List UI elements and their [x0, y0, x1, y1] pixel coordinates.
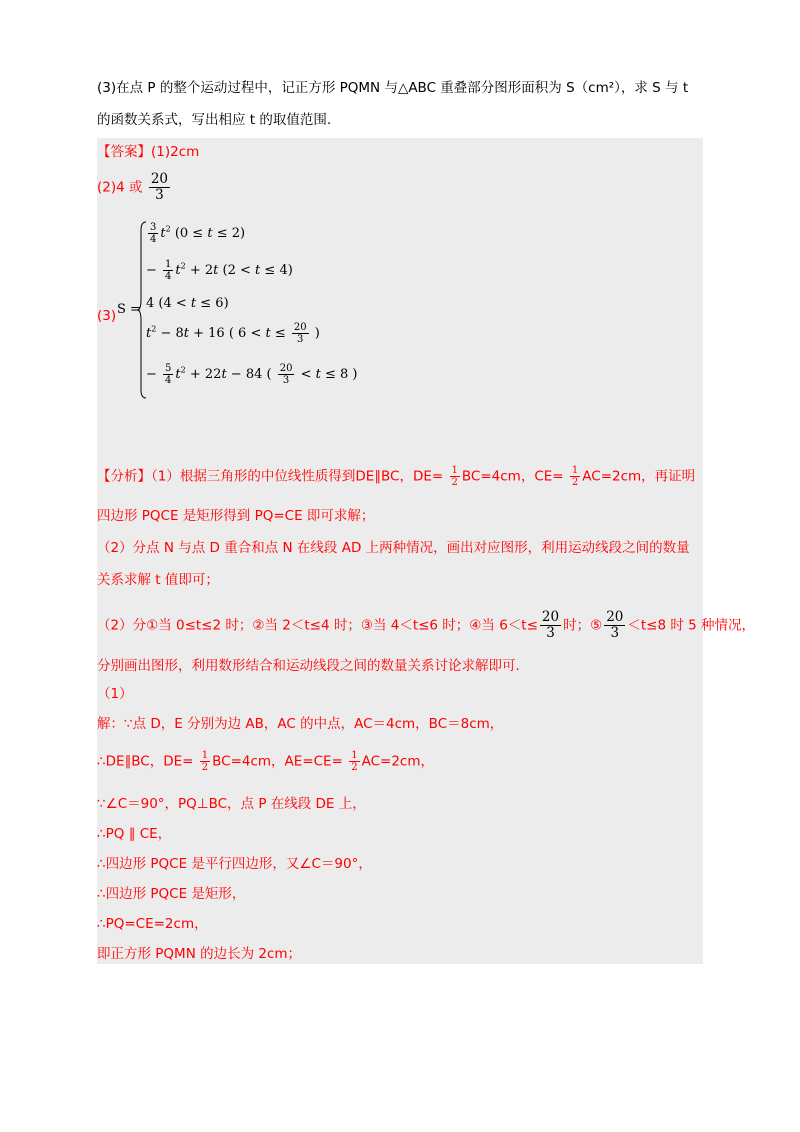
answer-line-2 [97, 172, 172, 203]
question-3-line2: 的函数关系式，写出相应 t 的取值范围. [97, 112, 332, 128]
solution-part1-label: （1） [97, 686, 133, 702]
piece-3: 4 (4 < t ≤ 6) [146, 296, 229, 311]
answer-line-1 [97, 142, 199, 162]
solution-line-2: ∴DE∥BC，DE= $\frac{1}{2}$ BC=4cm，AE=CE= $\frac{1}{2}$ AC=2cm， [97, 750, 434, 773]
solution-line-6: ∴四边形 PQCE 是矩形， [97, 886, 246, 902]
answer-part2-prefix: (2)4 或 [97, 179, 143, 196]
piece-4: $t^2 - 8t + 16$ ( 6 < t ≤ $\frac{20}{3}$ ) [146, 322, 320, 345]
half-fraction: $\frac{1}{2}$ [351, 750, 358, 773]
analysis-line-3: （2）分点 N 与点 D 重合和点 N 在线段 AD 上两种情况，画出对应图形，利用运动线段之间的数量 [97, 540, 690, 556]
s-equals: S = [117, 302, 141, 317]
analysis-line-2: 四边形 PQCE 是矩形得到 PQ=CE 即可求解； [97, 508, 375, 524]
solution-line-1: 解：∵点 D，E 分别为边 AB，AC 的中点，AC＝4cm，BC＝8cm， [97, 716, 504, 732]
answer-label: 【答案】 [97, 144, 151, 160]
analysis-line-4: 关系求解 t 值即可； [97, 572, 219, 588]
solution-line-7: ∴PQ=CE=2cm， [97, 916, 208, 932]
twenty-thirds-fraction: $\frac{20}{3}$ [541, 609, 560, 641]
half-fraction: $\frac{1}{2}$ [451, 465, 458, 488]
half-fraction: $\frac{1}{2}$ [201, 750, 209, 773]
analysis-line-1: 【分析】（1）根据三角形的中位线性质得到DE∥BC，DE= $\frac{1}{2}$ BC=4cm，CE= $\frac{1}{2}$ AC=2cm，再证明 [97, 465, 696, 488]
answer-part1: (1)2cm [151, 144, 200, 160]
solution-line-8: 即正方形 PQMN 的边长为 2cm； [97, 946, 302, 962]
solution-line-5: ∴四边形 PQCE 是平行四边形，又∠C＝90°， [97, 856, 372, 872]
piece-1: $\frac{3}{4}$ $t^2$ (0 ≤ t ≤ 2) [150, 222, 246, 245]
question-3-line1: (3)在点 P 的整个运动过程中，记正方形 PQMN 与△ABC 重叠部分图形面积为 S（cm²），求 S 与 t [97, 80, 689, 96]
answer-part3-prefix: (3) [97, 308, 117, 324]
analysis-line-5: （2）分①当 0≤t≤2 时；②当 2＜t≤4 时；③当 4＜t≤6 时；④当 6＜t≤ $\frac{20}{3}$ 时；⑤ $\frac{20}{3}$ ＜t≤8 时 5 种情况， [97, 609, 756, 641]
analysis-line-6: 分别画出图形，利用数形结合和运动线段之间的数量关系讨论求解即可. [97, 658, 520, 674]
twenty-thirds-fraction: $\frac{20}{3}$ [606, 609, 624, 641]
half-fraction: $\frac{1}{2}$ [571, 465, 579, 488]
solution-line-4: ∴PQ ∥ CE， [97, 826, 172, 842]
piece-2: − $\frac{1}{4}$ $t^2 + 2t$ (2 < t ≤ 4) [146, 259, 293, 282]
piece-5: − $\frac{5}{4}$ $t^2 + 22t - 84$ ( $\frac{20}{3}$ < t ≤ 8 ) [146, 363, 358, 386]
analysis-label: 【分析】 [97, 468, 151, 485]
solution-line-3: ∵∠C＝90°，PQ⊥BC，点 P 在线段 DE 上， [97, 796, 366, 812]
answer-part2-fraction: $\frac{20}{3}$ [150, 171, 168, 203]
